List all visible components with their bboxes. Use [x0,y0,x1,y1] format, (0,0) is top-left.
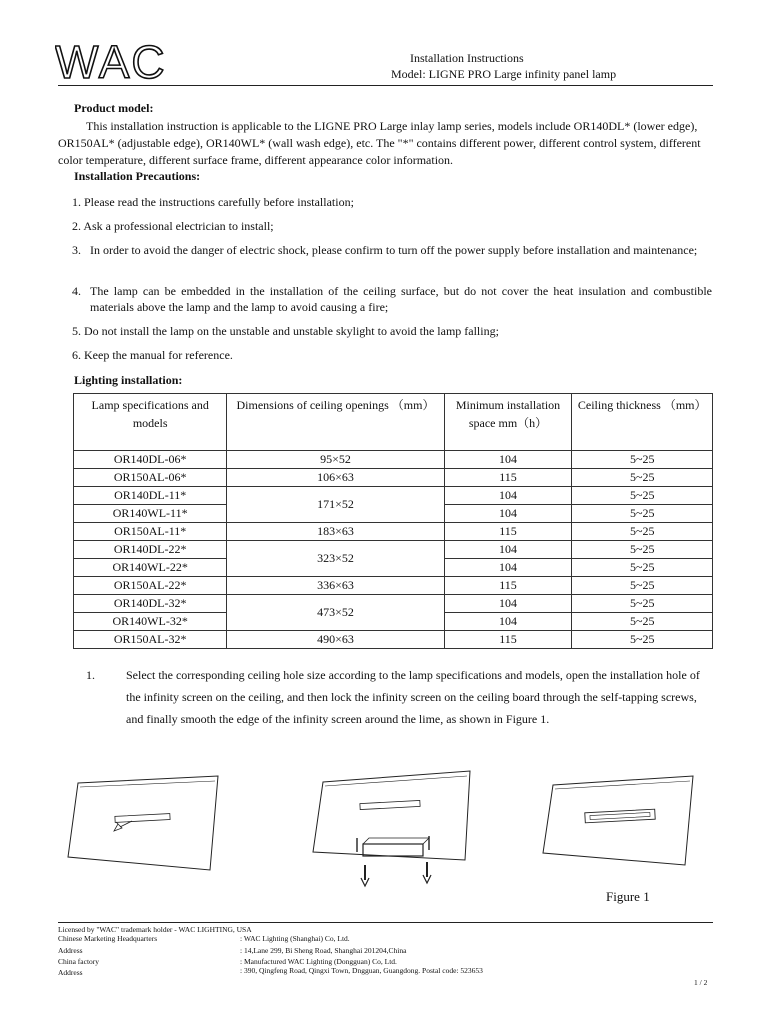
footer-address1-label: Address [58,946,83,955]
table-row [74,631,713,649]
cell-model: OR140WL-32* [74,613,227,631]
cell-thick: 5~25 [572,613,713,631]
cell-thick: 5~25 [572,541,713,559]
table-row [74,541,713,559]
col-header-thickness: Ceiling thickness （mm） [572,394,713,451]
cell-thick: 5~25 [572,559,713,577]
cell-model: OR150AL-22* [74,577,227,595]
table-header-row [74,394,713,451]
page-number: 1 / 2 [694,978,708,987]
footer-address2-value: : 390, Qingfeng Road, Qingxi Town, Dngguan, Guangdong. Postal code: 523653 [240,966,483,975]
table-row [74,577,713,595]
figure-caption: Figure 1 [606,889,650,904]
precaution-num: 1. [72,195,81,209]
cell-model: OR140DL-06* [74,451,227,469]
cell-model: OR140DL-22* [74,541,227,559]
cell-thick: 5~25 [572,469,713,487]
cell-dim: 473×52 [227,595,444,631]
cell-model: OR150AL-06* [74,469,227,487]
footer-hq-value: : WAC Lighting (Shanghai) Co, Ltd. [240,934,350,943]
col-header-dimensions: Dimensions of ceiling openings （mm） [227,394,444,451]
footer-license: Licensed by "WAC" trademark holder - WAC LIGHTING, USA [58,925,252,934]
cell-space: 104 [444,505,572,523]
table-row [74,595,713,613]
precaution-item-3 [72,242,712,258]
product-model-heading: Product model: [74,101,154,115]
svg-text:WAC: WAC [55,40,167,85]
cell-space: 104 [444,595,572,613]
cell-space: 104 [444,541,572,559]
precaution-num: 5. [72,324,81,338]
precaution-item-4 [72,283,712,315]
cell-space: 104 [444,559,572,577]
precaution-text: In order to avoid the danger of electric shock, please confirm to turn off the power supply before installation and maintenance; [90,243,698,257]
spec-table [73,393,713,649]
precautions-heading: Installation Precautions: [74,169,201,183]
cell-model: OR150AL-11* [74,523,227,541]
product-model-text: This installation instruction is applicable to the LIGNE PRO Large inlay lamp series, models include OR140DL* (lower edge), OR150AL* (adjustable edge), OR140WL* (wall wash edge), etc. The "*" contains different power, different control system, different color temperature, different surface frame, different appearance color information. [58,119,701,167]
figure-ceiling-cut-illustration [60,775,230,875]
lighting-heading: Lighting installation: [74,373,183,387]
cell-space: 104 [444,613,572,631]
cell-space: 115 [444,523,572,541]
precaution-num: 3. [72,243,81,257]
cell-model: OR140DL-11* [74,487,227,505]
table-row [74,523,713,541]
cell-thick: 5~25 [572,523,713,541]
table-row [74,487,713,505]
footer-divider [58,922,713,923]
step-number: 1. [86,668,95,682]
cell-dim: 323×52 [227,541,444,577]
cell-model: OR140DL-32* [74,595,227,613]
cell-dim: 183×63 [227,523,444,541]
cell-model: OR140WL-22* [74,559,227,577]
precaution-text: Keep the manual for reference. [84,348,233,362]
cell-thick: 5~25 [572,487,713,505]
precaution-item-6 [72,347,712,363]
precaution-item-2 [72,218,712,234]
doc-title: Installation Instructions [410,51,524,65]
cell-model: OR140WL-11* [74,505,227,523]
cell-thick: 5~25 [572,577,713,595]
cell-space: 104 [444,487,572,505]
wac-logo [55,40,215,85]
cell-space: 104 [444,451,572,469]
cell-space: 115 [444,631,572,649]
col-header-model: Lamp specifications and models [74,394,227,451]
figure-install-frame-illustration [305,770,480,895]
cell-thick: 5~25 [572,505,713,523]
footer-address2-label: Address [58,968,83,977]
cell-space: 115 [444,469,572,487]
precaution-num: 4. [72,284,81,298]
step-text: Select the corresponding ceiling hole size according to the lamp specifications and models, open the installation hole of the infinity screen on the ceiling, and then lock the infinity screen on the ceiling board through the self-tapping screws, and finally smooth the edge of the infinity screen around the lime, as shown in Figure 1. [126,668,700,726]
footer-address1-value: : 14,Lane 299, Bi Sheng Road, Shanghai 201204,China [240,946,407,955]
precaution-text: Ask a professional electrician to install; [83,219,274,233]
cell-dim: 106×63 [227,469,444,487]
footer-factory-label: China factory [58,957,100,966]
cell-model: OR150AL-32* [74,631,227,649]
precaution-num: 6. [72,348,81,362]
doc-model: Model: LIGNE PRO Large infinity panel lamp [391,67,617,81]
cell-thick: 5~25 [572,451,713,469]
cell-thick: 5~25 [572,595,713,613]
precaution-item-1 [72,194,712,210]
cell-thick: 5~25 [572,631,713,649]
precaution-item-5 [72,323,712,339]
cell-dim: 336×63 [227,577,444,595]
precaution-text: The lamp can be embedded in the installation of the ceiling surface, but do not cover the heat insulation and combustible materials above the lamp and the lamp to avoid causing a fire; [90,284,712,314]
cell-space: 115 [444,577,572,595]
table-row [74,451,713,469]
col-header-space: Minimum installation space mm（h） [444,394,572,451]
header-divider [58,85,713,86]
cell-dim: 171×52 [227,487,444,523]
footer-factory-value: : Manufactured WAC Lighting (Dongguan) Co, Ltd. [240,957,397,966]
table-row [74,469,713,487]
precaution-num: 2. [72,219,81,233]
cell-dim: 490×63 [227,631,444,649]
cell-dim: 95×52 [227,451,444,469]
precaution-text: Please read the instructions carefully before installation; [84,195,354,209]
figure-finished-illustration [535,775,705,870]
footer-hq-label: Chinese Marketing Headquarters [58,934,158,943]
precaution-text: Do not install the lamp on the unstable and unstable skylight to avoid the lamp falling; [84,324,499,338]
